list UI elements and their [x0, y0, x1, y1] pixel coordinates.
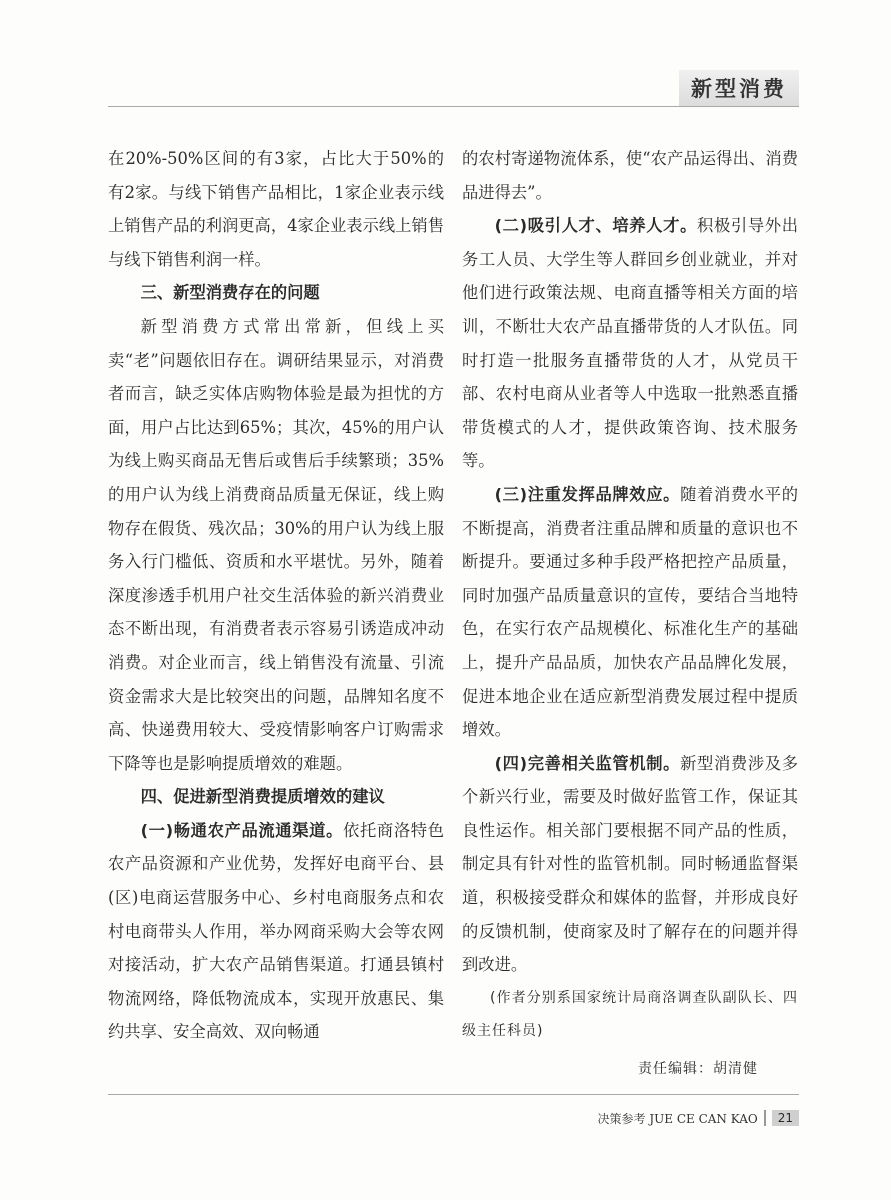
paragraph: [462, 209, 798, 478]
paragraph: 在20%-50%区间的有3家，占比大于50%的有2家。与线下销售产品相比，1家企业表示线上销售产品的利润更高，4家企业表示线上销售与线下销售利润一样。: [108, 149, 444, 269]
page-number: 21: [772, 1110, 799, 1126]
journal-name: 决策参考 JUE CE CAN KAO: [597, 1111, 758, 1126]
subsection-heading: (四)完善相关监管机制。: [494, 753, 681, 773]
header-rule: [108, 106, 799, 107]
footer-rule: [108, 1094, 799, 1095]
section-heading: 三、新型消费存在的问题: [140, 283, 320, 303]
editor-credit: 责任编辑：胡清健: [638, 1061, 758, 1078]
paragraph: [462, 747, 798, 982]
section-heading: 四、促进新型消费提质增效的建议: [140, 787, 385, 807]
subsection-heading: (二)吸引人才、培养人才。: [494, 216, 698, 236]
author-note: (作者分别系国家统计局商洛调查队副队长、四级主任科员): [462, 989, 798, 1040]
paragraph: 新型消费方式常出常新，但线上买卖“老”问题依旧存在。调研结果显示，对消费者而言，缺乏实体店购物体验是最为担忧的方面，用户占比达到65%；其次，45%的用户认为线上购买商品无售后或售后手续繁琐；35%的用户认为线上消费商品质量无保证，线上购物存在假货、残次品；30%的用户认为线上服务入行门槛低、资质和水平堪忧。另外，随着深度渗透手机用户社交生活体验的新兴消费业态不断出现，有消费者表示容易引诱造成冲动消费。对企业而言，线上销售没有流量、引流资金需求大是比较突出的问题，品牌知名度不高、快递费用较大、受疫情影响客户订购需求下降等也是影响提质增效的难题。: [108, 316, 444, 773]
page-footer: [598, 1108, 800, 1128]
subsection-heading: (三)注重发挥品牌效应。: [494, 484, 681, 504]
right-column: [462, 142, 798, 1087]
paragraph-body: 积极引导外出务工人员、大学生等人群回乡创业就业，并对他们进行政策法规、电商直播等相关方面的培训，不断壮大农产品直播带货的人才队伍。同时打造一批服务直播带货的人才，从党员干部、农村电商从业者等人中选取一批熟悉直播带货模式的人才，提供政策咨询、技术服务等。: [462, 216, 798, 471]
left-column: [108, 142, 444, 1049]
subsection-heading: (一)畅通农产品流通渠道。: [140, 820, 344, 840]
paragraph-body: 随着消费水平的不断提高，消费者注重品牌和质量的意识也不断提升。要通过多种手段严格把控产品质量，同时加强产品质量意识的宣传，要结合当地特色，在实行农产品规模化、标准化生产的基础上，提升产品品质，加快农产品品牌化发展，促进本地企业在适应新型消费发展过程中提质增效。: [462, 484, 798, 740]
paragraph-body: 新型消费涉及多个新兴行业，需要及时做好监管工作，保证其良性运作。相关部门要根据不同产品的性质，制定具有针对性的监管机制。同时畅通监督渠道，积极接受群众和媒体的监督，并形成良好的反馈机制，使商家及时了解存在的问题并得到改进。: [462, 753, 798, 975]
paragraph: [462, 478, 798, 747]
footer-divider: [764, 1110, 766, 1126]
paragraph: [108, 814, 444, 1049]
section-tag: 新型消费: [679, 70, 799, 106]
paragraph: 的农村寄递物流体系，使“农产品运得出、消费品进得去”。: [462, 149, 798, 202]
paragraph-body: 依托商洛特色农产品资源和产业优势，发挥好电商平台、县(区)电商运营服务中心、乡村电商服务点和农村电商带头人作用，举办网商采购大会等农网对接活动，扩大农产品销售渠道。打通县镇村物流网络，降低物流成本，实现开放惠民、集约共享、安全高效、双向畅通: [108, 820, 444, 1042]
